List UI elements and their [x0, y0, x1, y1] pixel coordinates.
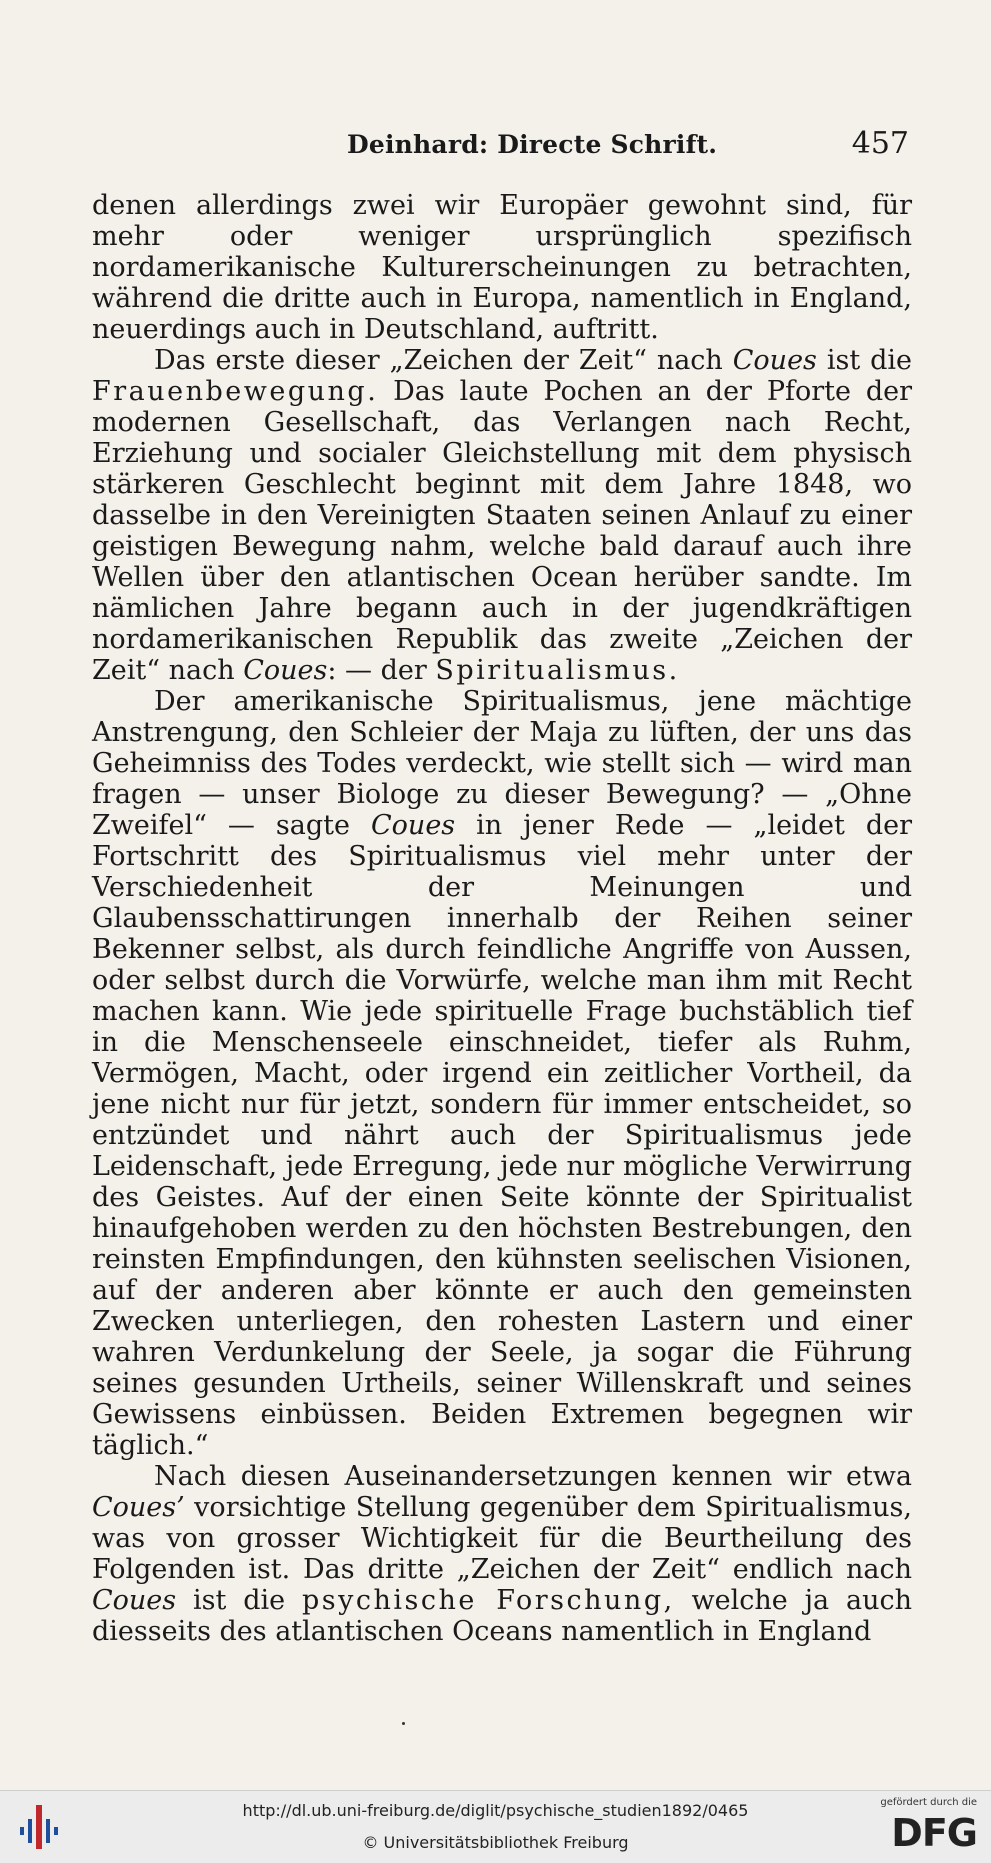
- paragraph: [92, 190, 912, 345]
- paragraph: [92, 345, 912, 686]
- text-run: welche ja auch diesseits des atlantischen Oceans namentlich in England: [92, 1585, 912, 1647]
- body-text: [92, 190, 912, 1647]
- italic-name: Coues: [371, 810, 456, 841]
- spaced-emphasis: psychische Forschung,: [302, 1585, 675, 1616]
- italic-name: Coues: [92, 1585, 177, 1616]
- paragraph: [92, 1461, 912, 1647]
- page-number: 457: [851, 126, 909, 161]
- italic-name: Coues: [243, 655, 328, 686]
- footer-copyright: © Universitätsbibliothek Freiburg: [362, 1833, 629, 1852]
- page-header: [92, 126, 909, 166]
- text-run: ist die: [816, 345, 913, 376]
- text-run: : — der: [327, 655, 436, 686]
- text-run: denen allerdings zwei wir Europäer gewohnt sind, für mehr oder weniger ursprünglich spezifisch nordamerikanische Kulturerscheinungen zu betrachten, während die dritte auch in Europa, namentlich in England, neuerdings auch in Deutschland, auftritt.: [92, 190, 912, 345]
- dfg-logo-icon: DFG: [891, 1811, 977, 1855]
- text-run: Das erste dieser „Zeichen der Zeit“ nach: [154, 345, 733, 376]
- paragraph: [92, 686, 912, 1461]
- text-run: ist die: [176, 1585, 302, 1616]
- scan-speck: [402, 1722, 405, 1725]
- italic-name: Coues’: [92, 1492, 185, 1523]
- running-title: Deinhard: Directe Schrift.: [347, 130, 718, 159]
- text-run: Nach diesen Auseinandersetzungen kennen wir etwa: [154, 1461, 912, 1492]
- spaced-emphasis: Spiritualismus.: [435, 655, 680, 686]
- italic-name: Coues: [732, 345, 817, 376]
- text-run: Das laute Pochen an der Pforte der modernen Gesellschaft, das Verlangen nach Recht, Erziehung und socialer Gleichstellung mit dem physisch stärkeren Geschlecht beginnt mit dem Jahre 1848, wo dasselbe in den Vereinigten Staaten seinen Anlauf zu einer geistigen Bewegung nahm, welche bald darauf auch ihre Wellen über den atlantischen Ocean herüber sandte. Im nämlichen Jahre begann auch in der jugendkräftigen nordamerikanischen Republik das zweite „Zeichen der Zeit“ nach: [92, 376, 912, 686]
- footer-url-link[interactable]: http://dl.ub.uni-freiburg.de/diglit/psychische_studien1892/0465: [242, 1801, 749, 1820]
- text-run: Der amerikanische Spiritualismus, jene mächtige Anstrengung, den Schleier der Maja zu lüften, der uns das Geheimniss des Todes verdeckt, wie stellt sich — wird man fragen — unser Biologe zu dieser Bewegung? — „Ohne Zweifel“ — sagte: [92, 686, 912, 841]
- dfg-sponsor: [869, 1797, 977, 1859]
- dfg-caption: gefördert durch die: [880, 1797, 977, 1808]
- spaced-emphasis: Frauenbewegung.: [92, 376, 379, 407]
- text-run: vorsichtige Stellung gegenüber dem Spiritualismus, was von grosser Wichtigkeit für die Beurtheilung des Folgenden ist. Das dritte „Zeichen der Zeit“ endlich nach: [92, 1492, 912, 1585]
- text-run: in jener Rede — „leidet der Fortschritt des Spiritualismus viel mehr unter der Verschiedenheit der Meinungen und Glaubensschattirungen innerhalb der Reihen seiner Bekenner selbst, als durch feindliche Angriffe von Aussen, oder selbst durch die Vorwürfe, welche man ihm mit Recht machen kann. Wie jede spirituelle Frage buchstäblich tief in die Menschenseele einschneidet, tiefer als Ruhm, Vermögen, Macht, oder irgend ein zeitlicher Vortheil, da jene nicht nur für jetzt, sondern für immer entscheidet, so entzündet und nährt auch der Spiritualismus jede Leidenschaft, jede Erregung, jede nur mögliche Verwirrung des Geistes. Auf der einen Seite könnte der Spiritualist hinaufgehoben werden zu den höchsten Bestrebungen, den reinsten Empfindungen, den kühnsten seelischen Visionen, auf der anderen aber könnte er auch den gemeinsten Zwecken unterliegen, den rohesten Lastern und einer wahren Verdunkelung der Seele, ja sogar die Führung seines gesunden Urtheils, seiner Willenskraft und seines Gewissens einbüssen. Beiden Extremen begegnen wir täglich.“: [92, 810, 912, 1461]
- footer-bar: [0, 1790, 991, 1863]
